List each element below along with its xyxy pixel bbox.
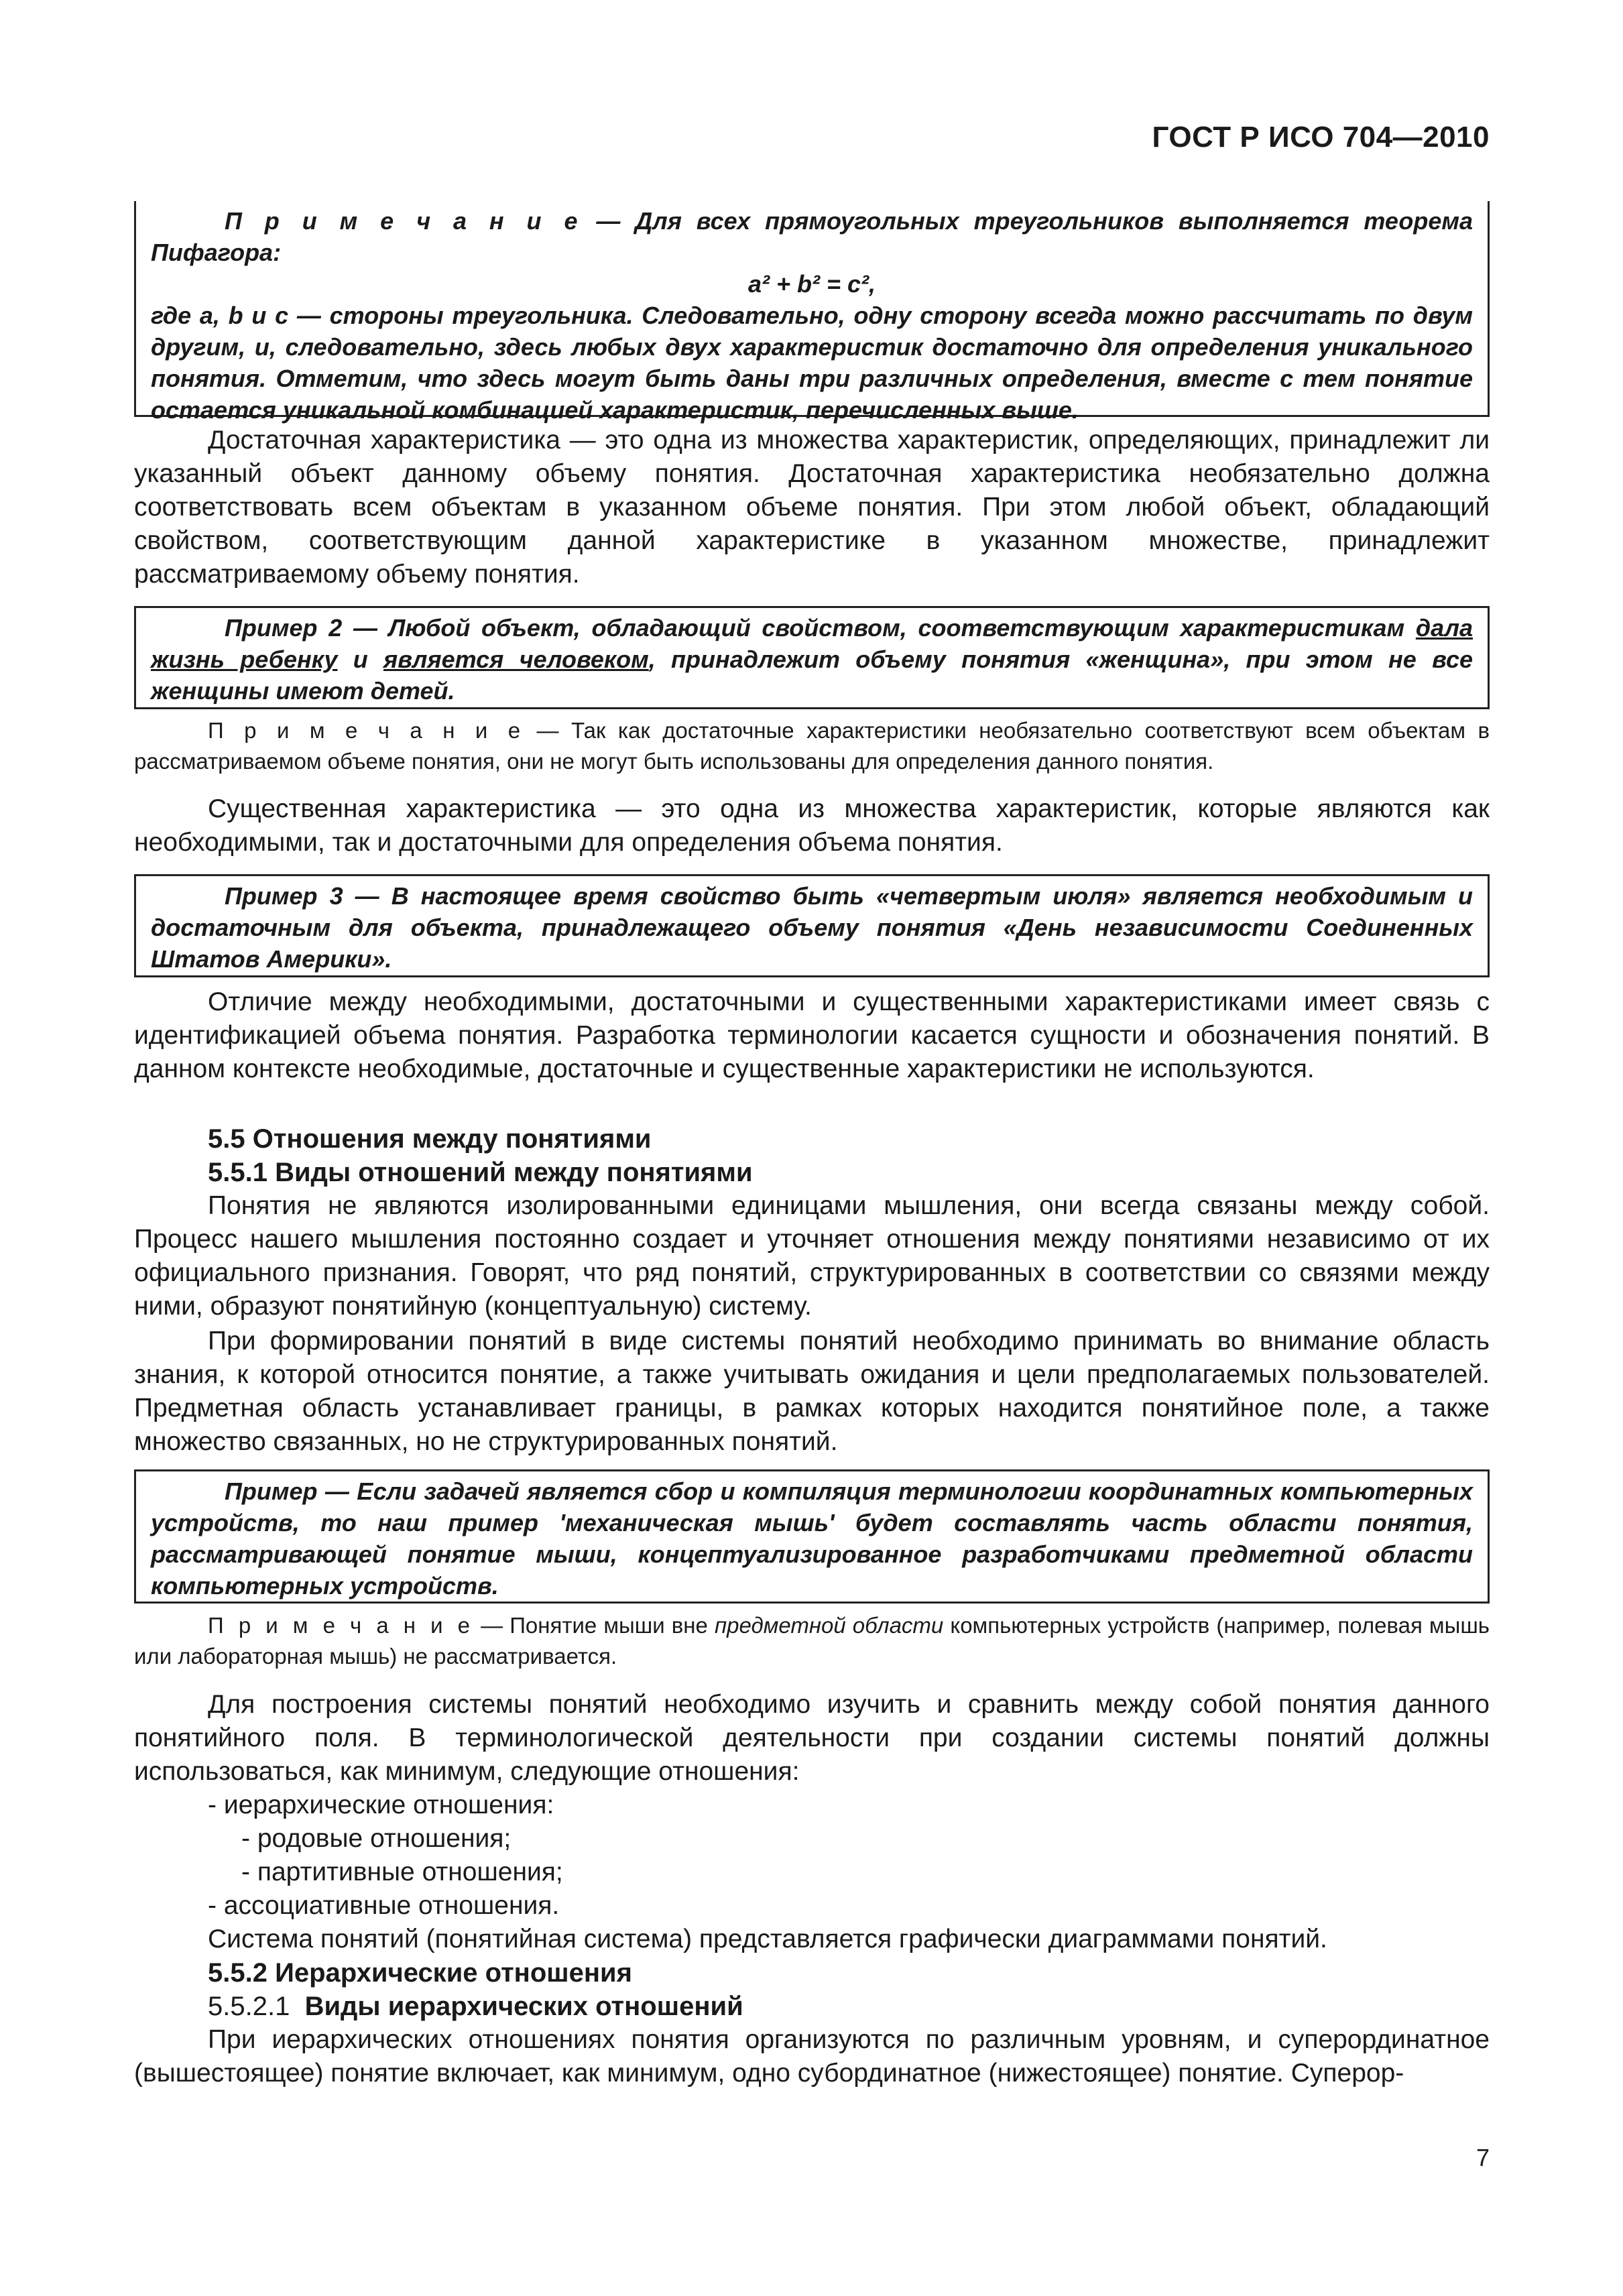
document-header: ГОСТ Р ИСО 704—2010 <box>1152 121 1490 154</box>
example-box-2 <box>134 606 1490 709</box>
example-3-label: Пример 3 <box>225 882 343 910</box>
note-intro-text: — Для всех прямоугольных треугольников выполняется теорема Пифагора: <box>151 207 1473 266</box>
paragraph-essential-characteristic: Существенная характеристика — это одна из множества характеристик, которые являются как необходимыми, так и достаточными для определения объема понятия. <box>134 794 1490 857</box>
example-2-text <box>151 612 1473 707</box>
note-box-pythagoras <box>134 201 1490 424</box>
example-box-mouse <box>134 1469 1490 1604</box>
pythagoras-formula: a² + b² = c², <box>747 270 876 298</box>
example-2-underline-1: дала жизнь ребенку <box>151 614 1473 673</box>
example-mouse-text <box>151 1475 1473 1602</box>
example-2-text-b: , принадлежит объему понятия «женщина», при этом не все женщины имеют детей. <box>151 646 1473 705</box>
note-2-text: — Так как достаточные характеристики необязательно соответствуют всем объектам в рассматриваемом объеме понятия, они не могут быть использованы для определения данного понятия. <box>134 718 1490 774</box>
example-box-3 <box>134 874 1490 977</box>
note-mouse-outside-domain <box>134 1610 1490 1672</box>
heading-5-5: 5.5 Отношения между понятиями <box>208 1124 652 1154</box>
paragraph-concept-system-diagrams: Система понятий (понятийная система) представляется графически диаграммами понятий. <box>208 1925 1327 1953</box>
example-2-underline-2: является человеком <box>383 646 649 673</box>
note-3-text-a: — Понятие мыши вне <box>474 1613 715 1638</box>
note-sufficient-characteristics <box>134 715 1490 777</box>
heading-5-5-2-1-title: Виды иерархических отношений <box>304 1992 743 2021</box>
heading-5-5-2-1-number: 5.5.2.1 <box>208 1992 290 2021</box>
list-item-associative: - ассоциативные отношения. <box>208 1891 560 1920</box>
note-3-text-b: компьютерных устройств (например, полевая мышь или лабораторная мышь) не рассматривается. <box>134 1613 1490 1669</box>
page-number: 7 <box>1476 2144 1490 2171</box>
paragraph-forming-concepts: При формировании понятий в виде системы понятий необходимо принимать во внимание область знания, к которой относится понятие, а также учитывать ожидания и цели предполагаемых пользователей. Предметная область устанавливает границы, в рамках которых находится понятийное поле, а также множество связанных, но не структурированных понятий. <box>134 1327 1490 1456</box>
paragraph-characteristics-difference: Отличие между необходимыми, достаточными и существенными характеристиками имеет связь с идентификацией объема понятия. Разработка терминологии касается сущности и обозначения понятий. В данном контексте необходимые, достаточные и существенные характеристики не используются. <box>134 987 1490 1083</box>
example-2-and: и <box>337 646 384 673</box>
paragraph-concepts-related: Понятия не являются изолированными единицами мышления, они всегда связаны между собой. Процесс нашего мышления постоянно создает и уточняет отношения между понятиями независимо от их официального признания. Говорят, что ряд понятий, структурированных в соответствии со связями между ними, образуют понятийную (концептуальную) систему. <box>134 1191 1490 1321</box>
example-2-label: Пример 2 <box>225 614 343 642</box>
heading-5-5-2: 5.5.2 Иерархические отношения <box>208 1958 632 1988</box>
note-3-label: П р и м е ч а н и е <box>208 1613 474 1638</box>
paragraph-sufficient-characteristic: Достаточная характеристика — это одна из множества характеристик, определяющих, принадлежит ли указанный объект данному объему понятия. Достаточная характеристика необязательно должна соответствовать всем объектам в указанном объеме понятия. При этом любой объект, обладающий свойством, соответствующим данной характеристике в указанном множестве, принадлежит рассматриваемому объему понятия. <box>134 426 1490 589</box>
paragraph-building-concept-system: Для построения системы понятий необходимо изучить и сравнить между собой понятия данного понятийного поля. В терминологической деятельности при создании системы понятий должны использоваться, как минимум, следующие отношения: <box>134 1690 1490 1786</box>
heading-5-5-1: 5.5.1 Виды отношений между понятиями <box>208 1158 753 1187</box>
paragraph-hierarchical-relations: При иерархических отношениях понятия организуются по различным уровням, и суперординатное (вышестоящее) понятие включает, как минимум, одно субординатное (нижестоящее) понятие. Суперор- <box>134 2025 1490 2088</box>
example-mouse-label: Пример <box>225 1477 318 1505</box>
heading-5-5-2-1 <box>208 1990 743 2023</box>
example-3-body: — В настоящее время свойство быть «четвертым июля» является необходимым и достаточным для объекта, принадлежащего объему понятия «День независимости Соединенных Штатов Америки». <box>151 882 1473 973</box>
note-body-text: где a, b и c — стороны треугольника. Следовательно, одну сторону всегда можно рассчитать по двум другим, и, следовательно, здесь любых двух характеристик достаточно для определения уникального понятия. Отметим, что здесь могут быть даны три различных определения, вместе с тем понятие остается уникальной комбинацией характеристик, перечисленных выше. <box>151 302 1473 424</box>
note-label: П р и м е ч а н и е <box>225 207 582 235</box>
list-item-generic: - родовые отношения; <box>241 1824 512 1853</box>
list-item-partitive: - партитивные отношения; <box>241 1858 563 1886</box>
note-intro-line <box>151 205 1473 268</box>
note-3-italic: предметной области <box>714 1613 944 1638</box>
example-3-text <box>151 880 1473 975</box>
example-2-text-a: — Любой объект, обладающий свойством, соответствующим характеристикам <box>342 614 1416 642</box>
note-2-label: П р и м е ч а н и е <box>208 718 525 743</box>
example-mouse-body: — Если задачей является сбор и компиляция терминологии координатных компьютерных устройств, то наш пример 'механическая мышь' будет составлять часть области понятия, рассматривающей понятие мыши, концептуализированное разработчиками предметной области компьютерных устройств. <box>151 1477 1473 1599</box>
list-item-hierarchical: - иерархические отношения: <box>208 1791 554 1819</box>
